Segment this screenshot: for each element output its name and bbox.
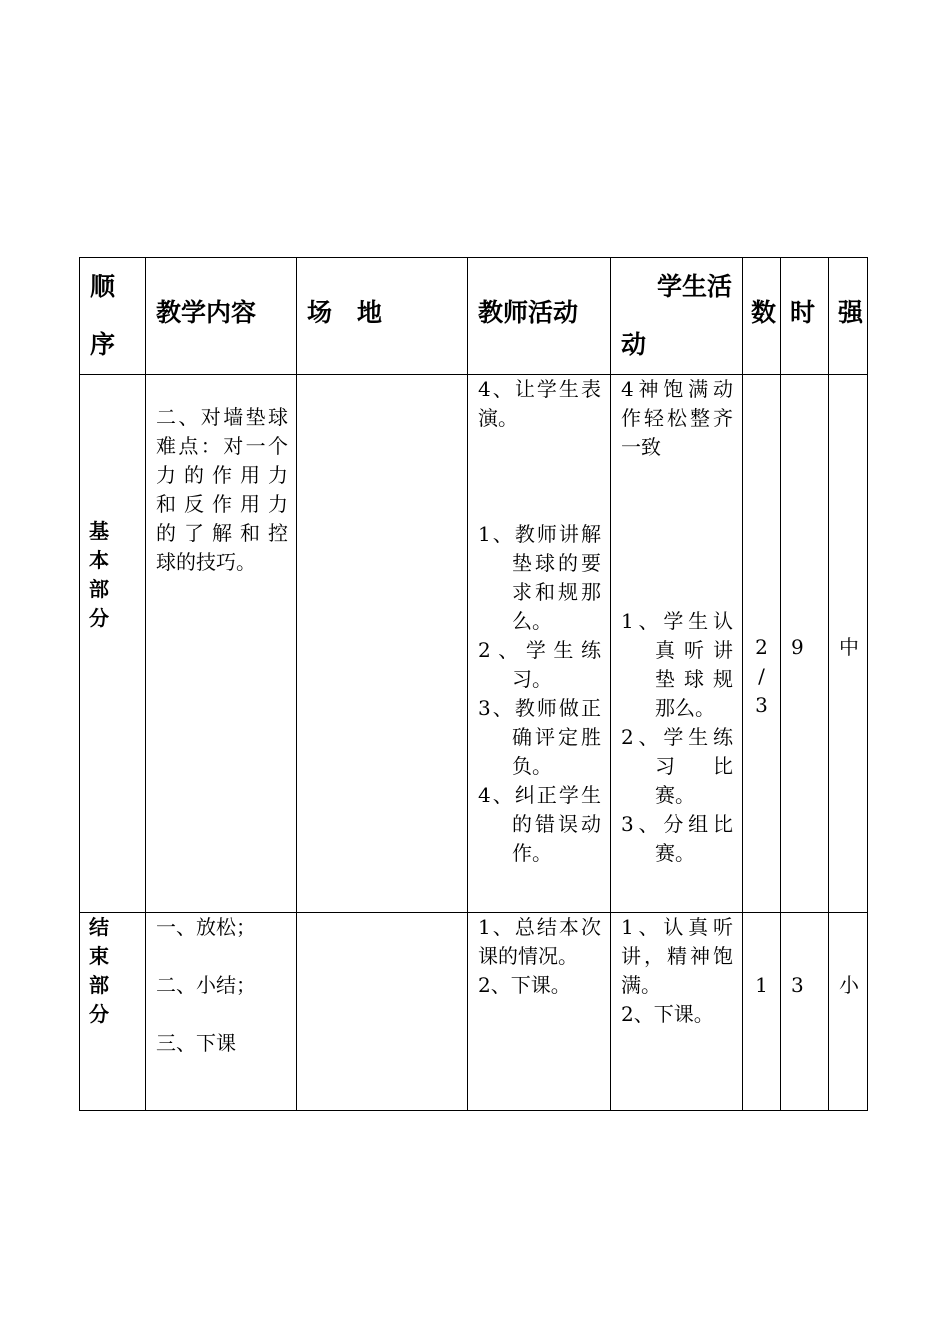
basic-teacher-item: 1、教师讲解垫球的要求和规那么。 — [478, 522, 601, 633]
header-order-char-2: 序 — [90, 330, 116, 359]
ending-teacher — [468, 913, 611, 1111]
basic-count-char: / — [758, 664, 765, 688]
basic-content-line: 的了解和控 — [156, 521, 288, 545]
header-student — [611, 258, 743, 375]
ending-intensity — [829, 913, 868, 1111]
ending-label-char: 分 — [89, 1002, 109, 1026]
basic-content-line: 二、对墙垫球 — [156, 405, 288, 429]
ending-content-item: 一、放松； — [156, 915, 256, 939]
basic-teacher-intro: 4、让学生表演。 — [478, 377, 601, 430]
basic-count — [743, 375, 781, 913]
basic-section-label — [80, 375, 146, 913]
basic-intensity — [829, 375, 868, 913]
header-content — [146, 258, 297, 375]
ending-count-value: 1 — [755, 973, 768, 997]
ending-label-char: 结 — [89, 915, 109, 939]
basic-student-item: 3、分组比赛。 — [621, 812, 733, 865]
basic-content-line: 和反作用力 — [156, 492, 288, 516]
ending-label-char: 部 — [89, 973, 109, 997]
basic-student-item: 2、学生练习比赛。 — [621, 725, 733, 807]
ending-teacher-item: 1、总结本次课的情况。 — [478, 915, 601, 968]
ending-time-value: 3 — [791, 973, 804, 997]
header-intensity — [829, 258, 868, 375]
basic-student — [611, 375, 743, 913]
basic-count-char: 2 — [755, 635, 768, 659]
header-count — [743, 258, 781, 375]
header-teacher-label: 教师活动 — [478, 298, 579, 327]
header-count-label: 数 — [751, 298, 777, 327]
basic-time-value: 9 — [791, 635, 804, 659]
header-time — [781, 258, 829, 375]
basic-student-item: 1、学生认真听讲垫球规那么。 — [621, 609, 733, 720]
basic-label-char: 分 — [89, 606, 109, 630]
basic-label-char: 本 — [89, 548, 109, 572]
header-order-char-1: 顺 — [90, 272, 116, 301]
basic-teacher-item: 3、教师做正确评定胜负。 — [478, 696, 601, 778]
basic-intensity-value: 中 — [839, 635, 859, 659]
ending-student — [611, 913, 743, 1111]
basic-section-row — [80, 375, 868, 913]
ending-label-char: 束 — [89, 944, 109, 968]
header-order — [80, 258, 146, 375]
ending-intensity-value: 小 — [839, 973, 859, 997]
header-student-line-1: 学生活 — [656, 272, 732, 301]
ending-teacher-item: 2、下课。 — [478, 973, 571, 997]
header-teacher — [468, 258, 611, 375]
ending-content-item: 三、下课 — [156, 1031, 236, 1055]
basic-label-char: 基 — [89, 519, 109, 543]
ending-count — [743, 913, 781, 1111]
ending-student-item: 1、认真听讲，精神饱满。 — [621, 915, 733, 997]
basic-student-intro: 4神饱满动作轻松整齐一致 — [621, 377, 733, 459]
basic-teacher-item: 4、纠正学生的错误动作。 — [478, 783, 601, 865]
header-intensity-label: 强 — [838, 298, 864, 327]
ending-student-item: 2、下课。 — [621, 1002, 714, 1026]
header-venue — [297, 258, 468, 375]
basic-content — [146, 375, 297, 913]
basic-content-line: 力的作用力 — [156, 463, 288, 487]
header-venue-label: 场 地 — [307, 298, 383, 327]
ending-section-label — [80, 913, 146, 1111]
lesson-plan-table — [79, 257, 868, 1111]
ending-content-item: 二、小结； — [156, 973, 256, 997]
ending-section-row — [80, 913, 868, 1111]
basic-label-char: 部 — [89, 577, 109, 601]
header-time-label: 时 — [790, 298, 816, 327]
ending-time — [781, 913, 829, 1111]
basic-venue — [297, 375, 468, 913]
basic-teacher-item: 2、学生练习。 — [478, 638, 601, 691]
ending-venue — [297, 913, 468, 1111]
basic-content-line: 难点：对一个 — [156, 434, 288, 458]
basic-time — [781, 375, 829, 913]
basic-content-line: 球的技巧。 — [156, 550, 256, 574]
header-row — [80, 258, 868, 375]
header-student-line-2: 动 — [621, 330, 647, 359]
header-content-label: 教学内容 — [156, 298, 257, 327]
ending-content — [146, 913, 297, 1111]
basic-teacher — [468, 375, 611, 913]
basic-count-char: 3 — [755, 693, 768, 717]
